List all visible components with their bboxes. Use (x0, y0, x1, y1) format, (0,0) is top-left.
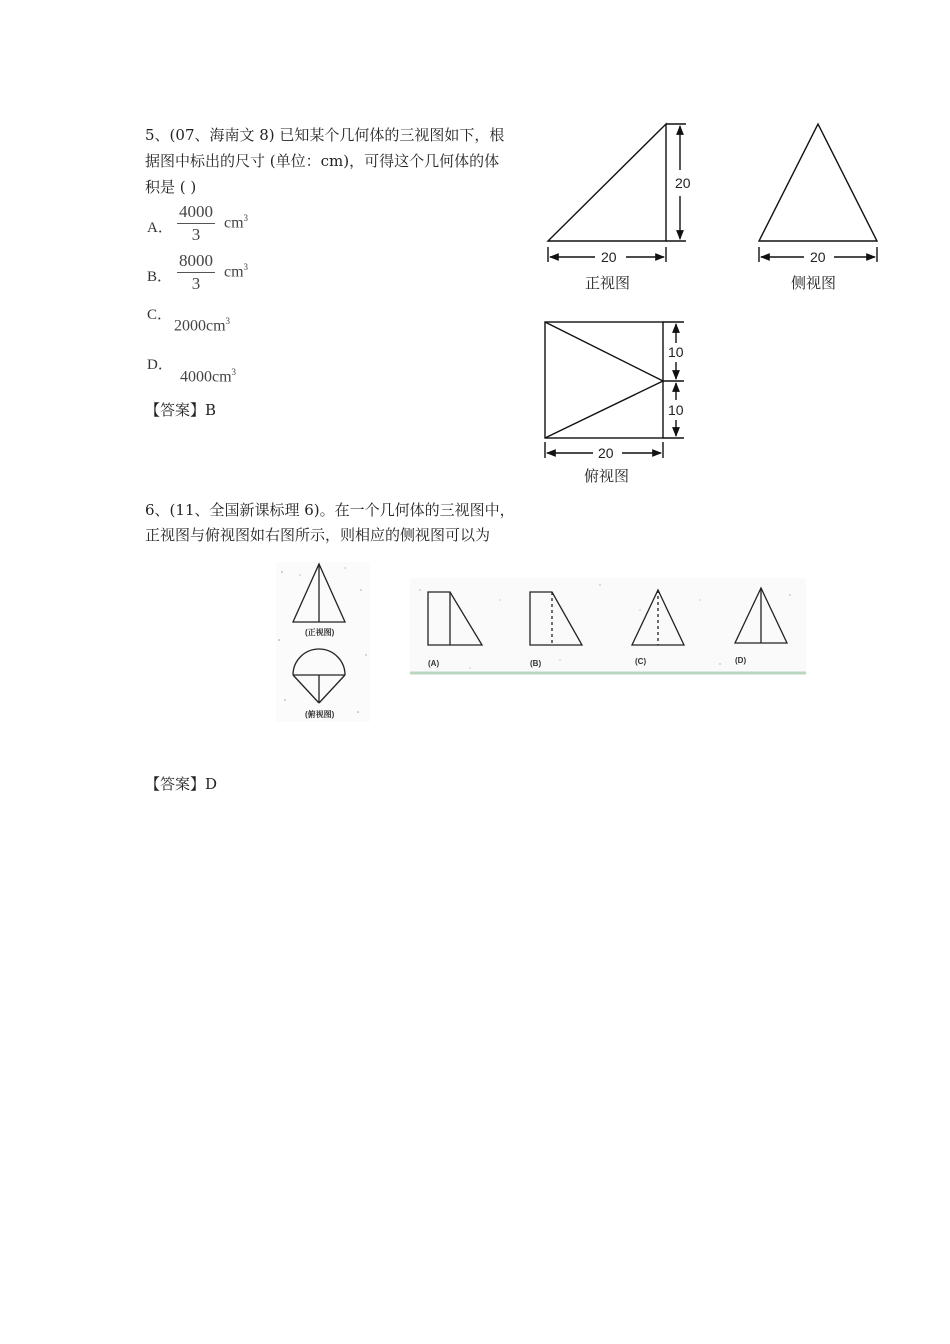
q5-line-1: 5、(07、海南文 8) 已知某个几何体的三视图如下，根 (145, 126, 505, 144)
option-b-unit: $cm^3$ (224, 262, 249, 281)
option-b-numerator: 8000 (177, 250, 215, 273)
choice-c-label: (C) (635, 657, 647, 666)
option-d-value: $4000cm^3$ (180, 367, 237, 386)
q5-answer: 【答案】B (145, 401, 217, 419)
option-d-label: D． (147, 357, 173, 373)
q6-front-label: (正视图) (305, 628, 335, 637)
dim-top-upper: 10 (668, 344, 684, 360)
choice-d-label: (D) (735, 656, 747, 665)
dim-top-lower: 10 (668, 402, 684, 418)
q5-line-3: 积是 ( ) (145, 178, 197, 196)
q6-answer: 【答案】D (145, 775, 218, 793)
dim-front-height: 20 (675, 175, 691, 191)
side-view-caption: 侧视图 (791, 274, 837, 292)
dim-top-width: 20 (598, 445, 614, 461)
q6-line-1: 6、(11、全国新课标理 6)。在一个几何体的三视图中， (145, 501, 515, 519)
dim-front-width: 20 (601, 249, 617, 265)
top-view-caption: 俯视图 (584, 467, 630, 485)
option-b-label: B． (147, 269, 173, 285)
front-view-caption: 正视图 (585, 274, 631, 292)
choice-a-label: (A) (428, 659, 440, 668)
dim-side-width: 20 (810, 249, 826, 265)
option-b-denominator: 3 (191, 274, 201, 293)
q5-line-2: 据图中标出的尺寸 (单位：cm)，可得这个几何体的体 (145, 152, 500, 170)
q6-top-label: (俯视图) (305, 710, 335, 719)
option-a-label: A． (147, 220, 173, 236)
option-c-label: C． (147, 307, 173, 323)
option-a-denominator: 3 (191, 225, 201, 244)
q6-line-2: 正视图与俯视图如右图所示，则相应的侧视图可以为 (145, 526, 491, 544)
option-a-numerator: 4000 (177, 201, 215, 224)
option-c-value: $2000cm^3$ (174, 316, 231, 335)
choice-b-label: (B) (530, 659, 542, 668)
option-a-unit: $cm^3$ (224, 213, 249, 232)
